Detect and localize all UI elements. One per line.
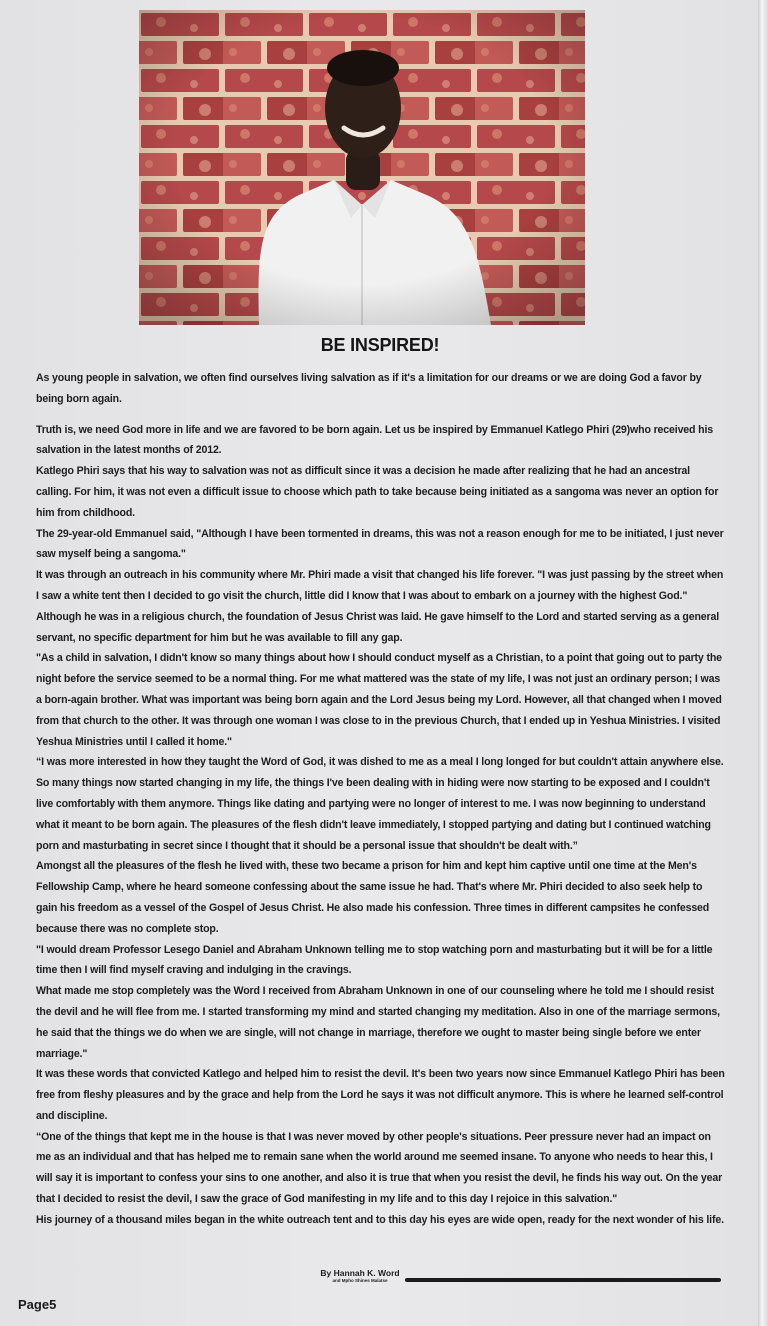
paragraph: It was through an outreach in his community where Mr. Phiri made a visit that changed his life forever. "I was just passing by the street when I saw a white tent then I decided to go visit the church, little did I know that I was about to embark on a journey with the highest God."	[36, 569, 724, 602]
article-headline: BE INSPIRED!	[320, 335, 440, 355]
paragraph: “One of the things that kept me in the house is that I was never moved by other people's situations. Peer pressure never had an impact on me as an individual and that has helped me to remain sane when the world around me seemed insane. To anyone who needs to hear this, I will say it is important to confess your sins to one another, and also it is true that when you resist the devil, he finds his way out. On the year that I decided to resist the devil, I saw the grace of God manifesting in my life and to this day I rejoice in this salvation."	[36, 1130, 723, 1206]
paragraph: It was these words that convicted Katlego and helped him to resist the devil. It's been two years now since Emmanuel Katlego Phiri has been free from fleshy pleasures and by the grace and help from the Lord he says it was not difficult anymore. This is where he learned self-control and discipline.	[36, 1068, 725, 1122]
paragraph: Truth is, we need God more in life and we are favored to be born again. Let us be inspired by Emmanuel Katlego Phiri (29)who received his salvation in the latest months of 2012.	[36, 423, 714, 457]
paragraph: What made me stop completely was the Word I received from Abraham Unknown in one of our counseling where he told me I should resist the devil and he will flee from me. I started transforming my mind and started changing my meditation. Also in one of the marriage sermons, he said that the things we do when we are single, will not change in marriage, therefore we ought to master being single before we enter marriage."	[36, 985, 720, 1060]
article-photo	[139, 10, 585, 325]
paragraph: Katlego Phiri says that his way to salvation was not as difficult since it was a decision he made after realizing that he had an ancestral calling. For him, it was not even a difficult issue to choose which path to take because being initiated as a sangoma was never an option for him from childhood.	[36, 465, 719, 519]
paragraph: Although he was in a religious church, the foundation of Jesus Christ was laid. He gave himself to the Lord and started serving as a general servant, no specific department for him but he was available to fill any gap.	[36, 610, 720, 644]
page-number: Page5	[18, 1297, 57, 1312]
article-body	[36, 368, 726, 1231]
paragraph: The 29-year-old Emmanuel said, "Although I have been tormented in dreams, this was not a reason enough for me to be initiated, I just never saw myself being a sangoma."	[36, 527, 724, 561]
paragraph: Amongst all the pleasures of the flesh he lived with, these two became a prison for him and kept him captive until one time at the Men's Fellowship Camp, where he heard someone confessing about the same issue he had. That's where Mr. Phiri decided to also seek help to gain his freedom as a vessel of the Gospel of Jesus Christ. He also made his confession. Three times in different campsites he confessed because there was no complete stop.	[36, 860, 710, 935]
byline	[314, 1268, 406, 1283]
paragraph: "As a child in salvation, I didn't know so many things about how I should conduct myself as a Christian, to a point that going out to party the night before the service seemed to be a normal thing. For me what mattered was the state of my life, I was not just an ordinary person; I was a born-again brother. What was important was being born again and the Lord Jesus being my Lord. However, all that changed when I moved from that church to the other. It was through one woman I was close to in the previous Church, that I ended up in Yeshua Ministries. I visited Yeshua Ministries until I called it home."	[36, 652, 722, 748]
byline-author: By Hannah K. Word	[320, 1268, 400, 1278]
paragraph: “I was more interested in how they taught the Word of God, it was dished to me as a meal I long longed for but couldn't attain anywhere else. So many things now started changing in my life, the things I've been dealing with in hiding were now starting to be exposed and I couldn't live comfortably with them anymore. Things like dating and partying were no longer of interest to me. I was now beginning to understand what it meant to be born again. The pleasures of the flesh didn't leave immediately, I stopped partying and dating but I continued watching porn and masturbating in secret since I thought that it should be a personal issue that shouldn't be dealt with.”	[36, 756, 724, 852]
paragraph: "I would dream Professor Lesego Daniel and Abraham Unknown telling me to stop watching porn and masturbating but it will be for a little time then I will find myself craving and indulging in the cravings.	[36, 943, 713, 977]
paragraph: His journey of a thousand miles began in the white outreach tent and to this day his eyes are wide open, ready for the next wonder of his life.	[36, 1213, 724, 1226]
page-edge-shadow	[758, 0, 768, 1326]
byline-coauthor: and Mpho Shines Malatse	[332, 1278, 388, 1283]
paragraph: As young people in salvation, we often find ourselves living salvation as if it's a limitation for our dreams or we are doing God a favor by being born again.	[36, 372, 702, 405]
byline-divider	[405, 1278, 721, 1282]
